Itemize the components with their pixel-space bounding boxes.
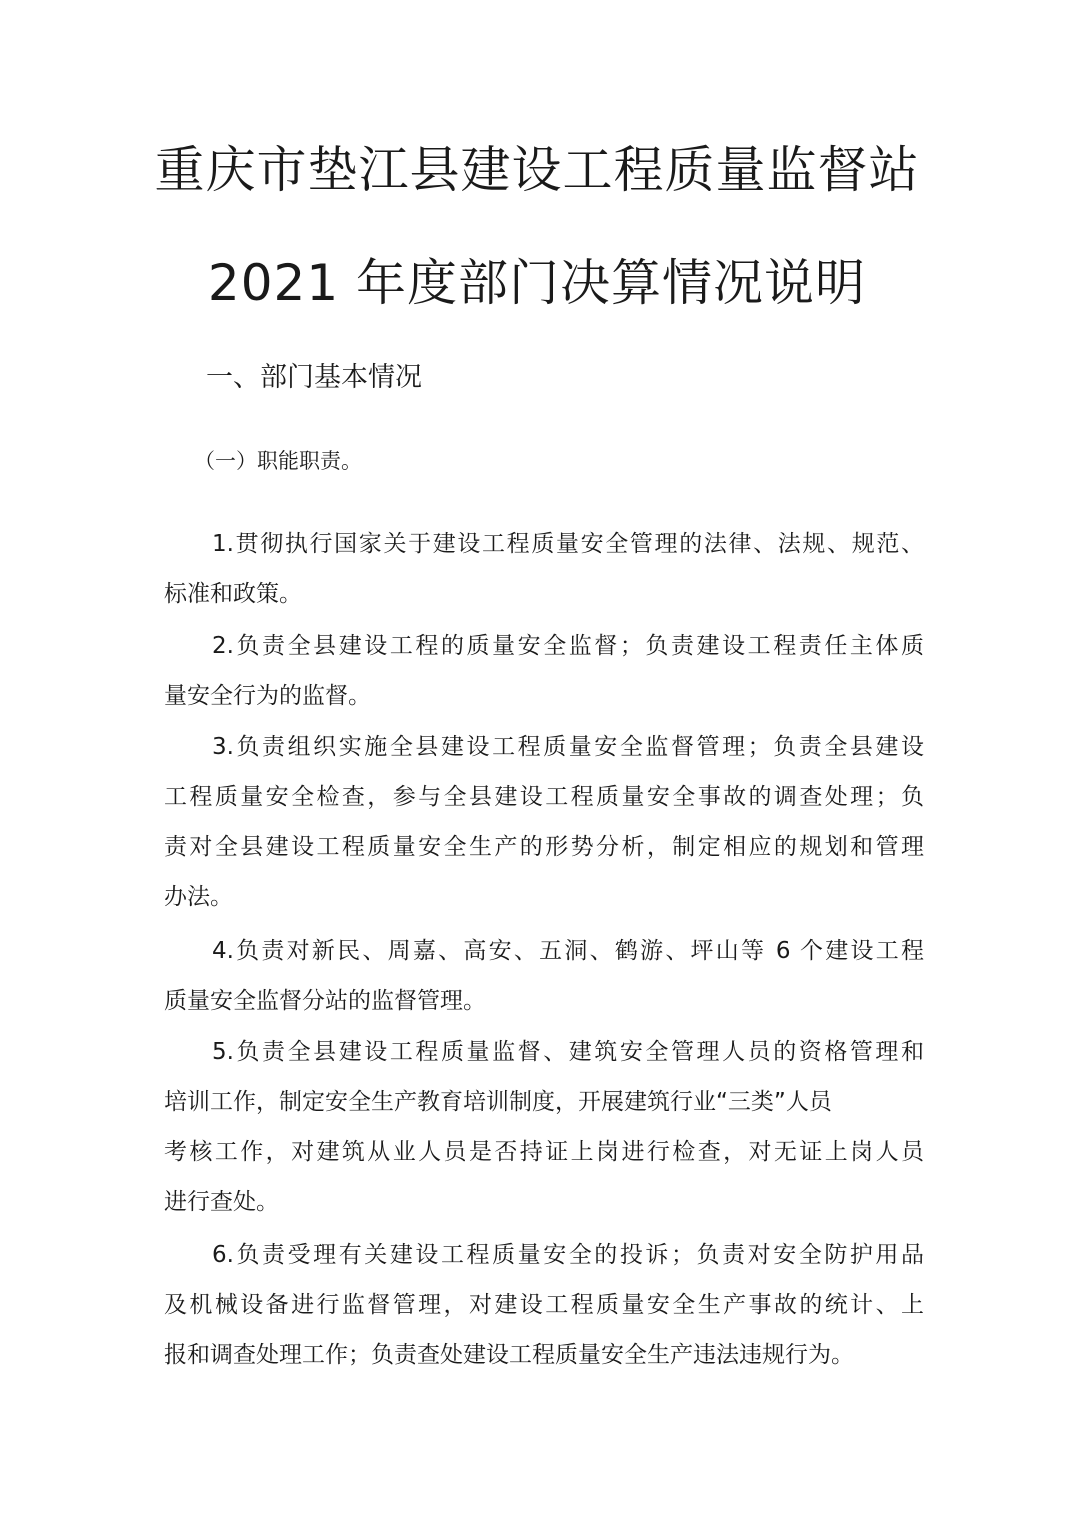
paragraph-line: 工程质量安全检查，参与全县建设工程质量安全事故的调查处理；负 bbox=[164, 784, 924, 810]
paragraph-line: 培训工作，制定安全生产教育培训制度，开展建筑行业“三类”人员 bbox=[164, 1089, 832, 1115]
paragraph-line: 质量安全监督分站的监督管理。 bbox=[164, 988, 486, 1014]
paragraph-line: 量安全行为的监督。 bbox=[164, 683, 371, 709]
duty-paragraph-5 bbox=[164, 1027, 924, 1227]
subsection-heading: （一）职能职责。 bbox=[194, 449, 362, 473]
paragraph-line: 进行查处。 bbox=[164, 1189, 279, 1215]
paragraph-line: 4.负责对新民、周嘉、高安、五洞、鹤游、坪山等 6 个建设工程 bbox=[212, 938, 924, 964]
document-title-line-1: 重庆市垫江县建设工程质量监督站 bbox=[154, 141, 920, 199]
paragraph-line: 标准和政策。 bbox=[164, 581, 302, 607]
paragraph-line: 及机械设备进行监督管理，对建设工程质量安全生产事故的统计、上 bbox=[164, 1292, 924, 1318]
section-heading: 一、部门基本情况 bbox=[206, 362, 422, 393]
paragraph-line: 考核工作，对建筑从业人员是否持证上岗进行检查，对无证上岗人员 bbox=[164, 1139, 924, 1165]
duty-paragraph-2 bbox=[164, 621, 924, 721]
paragraph-line: 5.负责全县建设工程质量监督、建筑安全管理人员的资格管理和 bbox=[212, 1039, 924, 1065]
paragraph-line: 3.负责组织实施全县建设工程质量安全监督管理；负责全县建设 bbox=[212, 734, 924, 760]
duty-paragraph-4 bbox=[164, 926, 924, 1026]
paragraph-line: 办法。 bbox=[164, 884, 233, 910]
paragraph-line: 1.贯彻执行国家关于建设工程质量安全管理的法律、法规、规范、 bbox=[212, 531, 924, 557]
document-title-line-2: 2021 年度部门决算情况说明 bbox=[207, 254, 867, 312]
duty-paragraph-1 bbox=[164, 519, 924, 619]
paragraph-line: 报和调查处理工作；负责查处建设工程质量安全生产违法违规行为。 bbox=[164, 1342, 854, 1368]
paragraph-line: 责对全县建设工程质量安全生产的形势分析，制定相应的规划和管理 bbox=[164, 834, 924, 860]
duty-paragraph-3 bbox=[164, 722, 924, 922]
paragraph-line: 2.负责全县建设工程的质量安全监督；负责建设工程责任主体质 bbox=[212, 633, 924, 659]
paragraph-line: 6.负责受理有关建设工程质量安全的投诉；负责对安全防护用品 bbox=[212, 1242, 924, 1268]
duty-paragraph-6 bbox=[164, 1230, 924, 1380]
